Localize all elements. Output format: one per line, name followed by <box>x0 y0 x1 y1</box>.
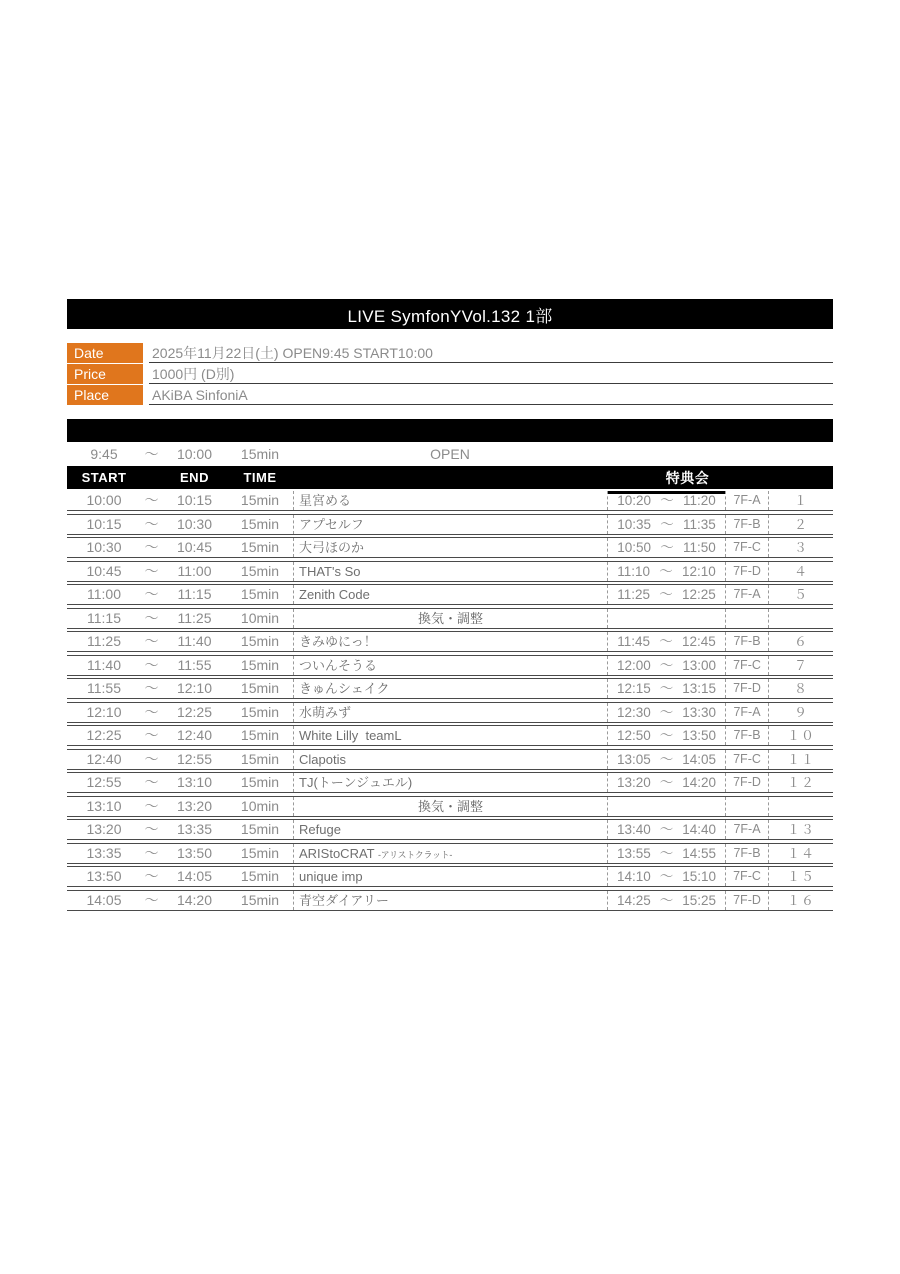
row-tilde: ～ <box>144 492 159 508</box>
row-end-time: 11:15 <box>177 586 212 602</box>
row-tokuten-time: 14:10 ～ 15:10 <box>607 867 725 886</box>
row-number: １ <box>768 491 833 510</box>
tokuten-tilde: ～ <box>659 822 674 837</box>
event-info-block <box>67 343 833 405</box>
timetable-row <box>67 702 833 723</box>
row-end-time: 12:55 <box>176 750 213 767</box>
row-duration: 15min <box>240 562 280 579</box>
row-performer-name: 水萌みず <box>293 703 607 722</box>
row-end-time: 14:20 <box>176 891 213 908</box>
row-tilde: ～ <box>144 562 159 579</box>
table-top-bar <box>67 419 833 442</box>
row-performer-name: 星宮める <box>293 491 607 510</box>
row-start-time: 10:45 <box>86 562 122 579</box>
row-start-time: 13:20 <box>86 821 122 837</box>
row-end-time: 13:50 <box>176 844 213 861</box>
row-end-time: 10:45 <box>176 539 213 555</box>
row-booth <box>725 609 768 628</box>
row-performer-name: 大弓ほのか <box>293 538 607 557</box>
tokuten-tilde: ～ <box>659 728 674 743</box>
event-title: LIVE SymfonYVol.132 1部 <box>347 306 553 326</box>
row-booth: 7F-C <box>725 867 768 886</box>
row-booth <box>725 797 768 816</box>
row-number: ６ <box>768 632 833 651</box>
event-title-bar <box>67 299 833 329</box>
row-start-time: 11:00 <box>87 586 121 602</box>
row-tokuten-time: 13:05 ～ 14:05 <box>607 750 725 769</box>
tokuten-tilde: ～ <box>659 563 673 579</box>
row-booth: 7F-C <box>725 750 768 769</box>
row-performer-name: TJ(トーンジュエル) <box>293 773 607 792</box>
row-end-time: 11:25 <box>177 609 212 626</box>
row-performer-name: unique imp <box>293 867 607 886</box>
row-tilde: ～ <box>144 586 159 602</box>
row-duration: 15min <box>240 656 280 673</box>
row-end-time: 13:35 <box>176 821 213 837</box>
row-start-time: 13:50 <box>86 868 122 884</box>
row-start-time: 13:35 <box>86 844 122 861</box>
timetable-row <box>67 890 833 911</box>
row-duration: 15min <box>240 680 280 696</box>
row-tokuten-time: 11:10 ～ 12:10 <box>607 562 725 581</box>
tokuten-tilde: ～ <box>659 869 674 884</box>
row-number: ７ <box>768 656 833 675</box>
row-tokuten-time: 11:45 ～ 12:45 <box>607 632 725 651</box>
row-tilde: ～ <box>144 609 159 626</box>
tokuten-tilde: ～ <box>659 775 674 790</box>
row-end-time: 13:20 <box>176 797 213 814</box>
timetable-row <box>67 843 833 864</box>
row-booth: 7F-B <box>725 844 768 863</box>
row-performer-name: きみゆにっ！ <box>293 632 607 651</box>
row-duration: 15min <box>240 821 280 837</box>
timetable-row <box>67 537 833 558</box>
row-number: ４ <box>768 562 833 581</box>
row-number <box>768 797 833 816</box>
open-duration: 15min <box>240 446 280 462</box>
row-tilde: ～ <box>144 703 159 720</box>
row-start-time: 10:30 <box>86 539 122 555</box>
row-performer-name: White Lilly teamL <box>293 726 607 745</box>
row-start-time: 13:10 <box>86 797 122 814</box>
row-tilde: ～ <box>144 868 159 884</box>
row-number: ２ <box>768 515 833 534</box>
row-tokuten-time: 13:40 ～ 14:40 <box>607 820 725 839</box>
row-end-time: 10:15 <box>176 492 213 508</box>
row-tilde: ～ <box>144 750 159 767</box>
row-start-time: 11:15 <box>87 609 121 626</box>
row-tilde: ～ <box>144 821 159 837</box>
timetable-rows <box>67 490 833 911</box>
row-tilde: ～ <box>144 680 159 696</box>
timetable-content <box>67 299 833 913</box>
row-number: ３ <box>768 538 833 557</box>
info-value-price: 1000円 (D別) <box>149 364 833 384</box>
row-duration: 15min <box>240 539 280 555</box>
row-booth: 7F-B <box>725 515 768 534</box>
row-duration: 15min <box>240 844 280 861</box>
row-start-time: 10:00 <box>86 492 122 508</box>
info-row-place <box>67 385 833 405</box>
tokuten-tilde: ～ <box>659 681 674 696</box>
row-duration: 15min <box>240 703 280 720</box>
row-tokuten-time: 10:35 ～ 11:35 <box>607 515 725 534</box>
row-end-time: 11:40 <box>177 633 212 649</box>
timetable-row <box>67 631 833 652</box>
row-number: ８ <box>768 679 833 698</box>
timetable-row <box>67 655 833 676</box>
open-row <box>67 442 833 466</box>
row-duration: 15min <box>240 586 280 602</box>
row-number: １３ <box>768 820 833 839</box>
row-performer-name: ARIStoCRAT -アリストクラット- <box>293 844 607 863</box>
timetable-row <box>67 490 833 511</box>
row-booth: 7F-C <box>725 656 768 675</box>
row-booth: 7F-A <box>725 585 768 604</box>
row-tokuten-time: 10:20 ～ 11:20 <box>607 491 725 510</box>
row-tilde: ～ <box>144 539 159 555</box>
open-tilde: ～ <box>144 446 159 462</box>
row-start-time: 14:05 <box>86 891 122 908</box>
row-tokuten-time: 12:30 ～ 13:30 <box>607 703 725 722</box>
timetable-row <box>67 678 833 699</box>
row-number: １４ <box>768 844 833 863</box>
row-number: １６ <box>768 891 833 910</box>
row-performer-name: 青空ダイアリー <box>293 891 607 910</box>
open-label: OPEN <box>430 446 470 462</box>
tokuten-tilde: ～ <box>660 540 674 555</box>
timetable-row <box>67 749 833 770</box>
header-start: START <box>81 470 127 485</box>
row-tilde: ～ <box>144 633 159 649</box>
row-end-time: 12:10 <box>176 680 213 696</box>
open-start-time: 9:45 <box>90 446 118 462</box>
info-row-date <box>67 343 833 363</box>
row-booth: 7F-D <box>725 773 768 792</box>
row-booth: 7F-C <box>725 538 768 557</box>
row-duration: 15min <box>240 515 280 532</box>
row-start-time: 11:25 <box>87 633 121 649</box>
row-end-time: 11:00 <box>177 562 212 579</box>
timetable-row <box>67 608 833 629</box>
info-row-price <box>67 364 833 384</box>
tokuten-tilde: ～ <box>659 845 674 861</box>
row-tilde: ～ <box>144 727 159 743</box>
row-tokuten-time: 13:55 ～ 14:55 <box>607 844 725 863</box>
row-duration: 15min <box>240 891 280 908</box>
row-start-time: 12:25 <box>86 727 122 743</box>
row-booth: 7F-A <box>725 703 768 722</box>
row-performer-name: 換気・調整 <box>293 797 607 816</box>
row-tokuten-time: 12:50 ～ 13:50 <box>607 726 725 745</box>
row-tokuten-time: 14:25 ～ 15:25 <box>607 891 725 910</box>
row-start-time: 12:40 <box>86 750 122 767</box>
info-value-date: 2025年11月22日(土) OPEN9:45 START10:00 <box>149 343 833 363</box>
row-end-time: 12:25 <box>176 703 213 720</box>
row-tilde: ～ <box>144 844 159 861</box>
row-performer-name: Zenith Code <box>293 585 607 604</box>
row-duration: 15min <box>240 492 280 508</box>
info-label-price: Price <box>67 364 143 384</box>
tokuten-tilde: ～ <box>659 634 673 649</box>
row-start-time: 11:40 <box>87 656 121 673</box>
row-duration: 15min <box>240 633 280 649</box>
row-start-time: 12:10 <box>86 703 122 720</box>
row-tokuten-time: 13:20 ～ 14:20 <box>607 773 725 792</box>
row-tilde: ～ <box>144 774 159 790</box>
row-booth: 7F-D <box>725 562 768 581</box>
table-header-row <box>67 466 833 489</box>
row-booth: 7F-A <box>725 491 768 510</box>
row-tokuten-time: 12:15 ～ 13:15 <box>607 679 725 698</box>
row-number: １２ <box>768 773 833 792</box>
row-tilde: ～ <box>144 515 159 532</box>
row-tokuten-time: 12:00 ～ 13:00 <box>607 656 725 675</box>
timetable-row <box>67 584 833 605</box>
timetable-row <box>67 866 833 887</box>
open-end-time: 10:00 <box>176 446 213 462</box>
row-tilde: ～ <box>144 891 159 908</box>
tokuten-tilde: ～ <box>659 704 674 720</box>
row-duration: 10min <box>240 797 280 814</box>
row-tilde: ～ <box>144 797 159 814</box>
row-performer-name: Refuge <box>293 820 607 839</box>
row-start-time: 10:15 <box>86 515 122 532</box>
row-tokuten-time <box>607 797 725 816</box>
header-end: END <box>180 470 209 485</box>
info-label-date: Date <box>67 343 143 363</box>
tokuten-tilde: ～ <box>660 516 674 532</box>
row-start-time: 12:55 <box>86 774 122 790</box>
tokuten-tilde: ～ <box>659 657 674 673</box>
timetable-row <box>67 819 833 840</box>
row-booth: 7F-B <box>725 726 768 745</box>
info-value-place: AKiBA SinfoniA <box>149 385 833 405</box>
row-performer-name: 換気・調整 <box>293 609 607 628</box>
tokuten-tilde: ～ <box>660 493 674 508</box>
timetable-row <box>67 514 833 535</box>
row-number <box>768 609 833 628</box>
timetable-row <box>67 796 833 817</box>
row-end-time: 11:55 <box>177 656 212 673</box>
row-duration: 15min <box>240 727 280 743</box>
info-label-place: Place <box>67 385 143 405</box>
row-number: １０ <box>768 726 833 745</box>
timetable-row <box>67 725 833 746</box>
row-tokuten-time <box>607 609 725 628</box>
row-end-time: 12:40 <box>176 727 213 743</box>
tokuten-tilde: ～ <box>659 587 673 602</box>
row-performer-name: THAT's So <box>293 562 607 581</box>
row-performer-name-suffix: -アリストクラット- <box>377 849 453 860</box>
row-performer-name: きゅんシェイク <box>293 679 607 698</box>
header-time: TIME <box>243 470 277 485</box>
row-booth: 7F-D <box>725 679 768 698</box>
row-performer-name: ついんそうる <box>293 656 607 675</box>
row-number: １１ <box>768 750 833 769</box>
row-performer-name: アプセルフ <box>293 515 607 534</box>
row-duration: 10min <box>240 609 280 626</box>
row-tokuten-time: 10:50 ～ 11:50 <box>607 538 725 557</box>
row-end-time: 14:05 <box>176 868 213 884</box>
row-tokuten-time: 11:25 ～ 12:25 <box>607 585 725 604</box>
row-start-time: 11:55 <box>87 680 121 696</box>
row-tilde: ～ <box>144 656 159 673</box>
row-duration: 15min <box>240 750 280 767</box>
row-performer-name: Clapotis <box>293 750 607 769</box>
row-duration: 15min <box>240 868 280 884</box>
row-end-time: 10:30 <box>176 515 213 532</box>
timetable-row <box>67 561 833 582</box>
row-number: １５ <box>768 867 833 886</box>
timetable-row <box>67 772 833 793</box>
row-booth: 7F-A <box>725 820 768 839</box>
tokuten-tilde: ～ <box>659 751 674 767</box>
row-booth: 7F-D <box>725 891 768 910</box>
tokuten-tilde: ～ <box>659 892 674 908</box>
row-duration: 15min <box>240 774 280 790</box>
row-end-time: 13:10 <box>176 774 213 790</box>
row-number: ９ <box>768 703 833 722</box>
header-tokuten: 特典会 <box>665 469 710 486</box>
row-number: ５ <box>768 585 833 604</box>
row-booth: 7F-B <box>725 632 768 651</box>
